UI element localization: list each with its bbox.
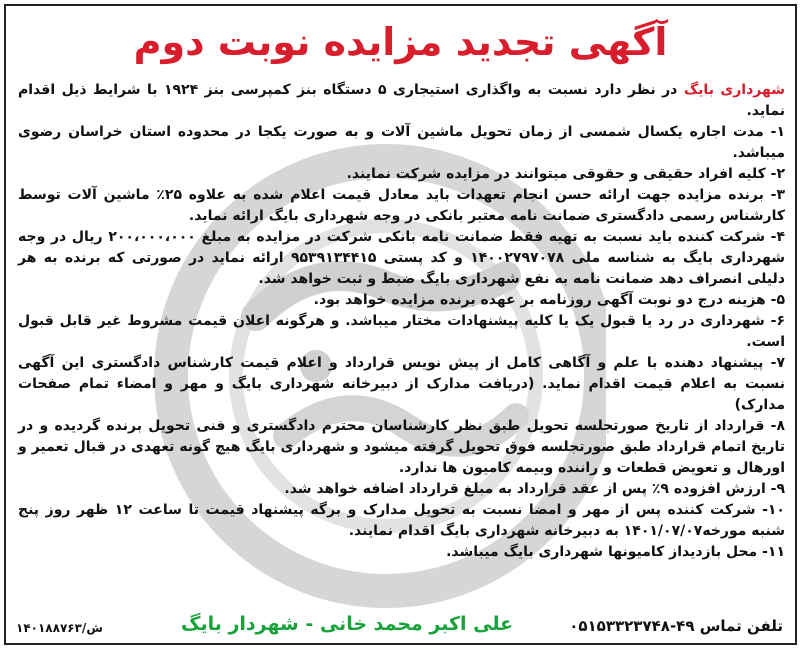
notice-frame <box>4 4 797 645</box>
condition-item: ۱۱- محل بازدیداز کامیونها شهرداری بایگ میباشد. <box>446 544 785 560</box>
notice-code: ۱۴۰۱۸۸۷۶۳/ش <box>16 621 103 635</box>
contact-phone: تلفن تماس ۴۹-۰۵۱۵۳۳۲۳۷۴۸ <box>569 617 783 635</box>
intro-post: با شرایط ذیل اقدام نماید. <box>18 82 785 119</box>
notice-body <box>18 80 785 563</box>
mayor-signature: علی اکبر محمد خانی - شهردار بایگ <box>181 613 514 635</box>
condition-item: ۸- قرارداد از تاریخ صورتجلسه تحویل طبق نظر کارشناسان محترم دادگستری و فنی تحویل برنده گردیده و در تاریخ اتمام قرارداد طبق صورتجلسه فوق تحویل گرفته میشود و شهرداری بایگ هیچ گونه تعهدی در قبال تعمیر و اورهال و تعویض قطعات و راننده وبیمه کامیون ها ندارد. <box>18 418 785 476</box>
condition-item: ۳- برنده مزایده جهت ارائه حسن انجام تعهدات باید معادل قیمت اعلام شده به علاوه ۲۵٪ ماشین آلات توسط کارشناس رسمی دادگستری ضمانت نامه معتبر بانکی در وجه شهرداری بایگ ارائه نماید. <box>18 187 785 224</box>
organization-name: شهرداری بایگ <box>683 82 786 98</box>
condition-item: ۵- هزینه درج دو نوبت آگهی روزنامه بر عهده برنده مزایده خواهد بود. <box>313 292 785 308</box>
condition-item: ۱- مدت اجاره یکسال شمسی از زمان تحویل ماشین آلات و به صورت یکجا در محدوده استان خراسان رضوی میباشد. <box>18 124 785 161</box>
intro-subject: واگذاری استیجاری ۵ دستگاه بنز کمپرسی بنز ۱۹۲۴ <box>163 82 522 98</box>
condition-item: ۶- شهرداری در رد یا قبول یک یا کلیه پیشنهادات مختار میباشد. و هرگونه اعلان قیمت مشروط غیر قابل قبول است. <box>18 313 785 350</box>
condition-item: ۹- ارزش افزوده ۹٪ پس از عقد قرارداد به مبلغ قرارداد اضافه خواهد شد. <box>284 481 785 497</box>
notice-title: آگهی تجدید مزایده نوبت دوم <box>133 20 668 64</box>
notice-footer <box>16 605 783 637</box>
intro-pre: در نظر دارد نسبت به <box>521 82 684 98</box>
condition-item: ۷- پیشنهاد دهنده با علم و آگاهی کامل از پیش نویس قرارداد و اعلام قیمت کارشناس دادگستری این آگهی نسبت به اعلام قیمت اقدام نماید. (دریافت مدارک از دبیرخانه شهرداری بایگ و مهر و امضاء تمام صفحات مدارک) <box>18 355 785 413</box>
intro-paragraph <box>18 80 785 122</box>
condition-item: ۲- کلیه افراد حقیقی و حقوقی میتوانند در مزایده شرکت نمایند. <box>346 166 785 182</box>
condition-item: ۱۰- شرکت کننده پس از مهر و امضا نسبت به تحویل مدارک و برگه پیشنهاد قیمت تا ساعت ۱۲ ظهر روز پنج شنبه مورخه۱۴۰۱/۰۷/۰۷ به دبیرخانه شهرداری بایگ اقدام نمایند. <box>18 502 785 539</box>
condition-item: ۴- شرکت کننده باید نسبت به تهیه فقط ضمانت نامه بانکی شرکت در مزایده به مبلغ ۲۰۰،۰۰۰،۰۰۰ ریال در وجه شهرداری بایگ به شناسه ملی ۱۴۰۰۲۷۹۷۰۷۸ و کد پستی ۹۵۳۹۱۳۴۴۱۵ ارائه نماید در صورتی که برنده به هر دلیلی انصراف دهد ضمانت نامه به نفع شهرداری بایگ ضبط و ثبت خواهد شد. <box>18 229 786 287</box>
